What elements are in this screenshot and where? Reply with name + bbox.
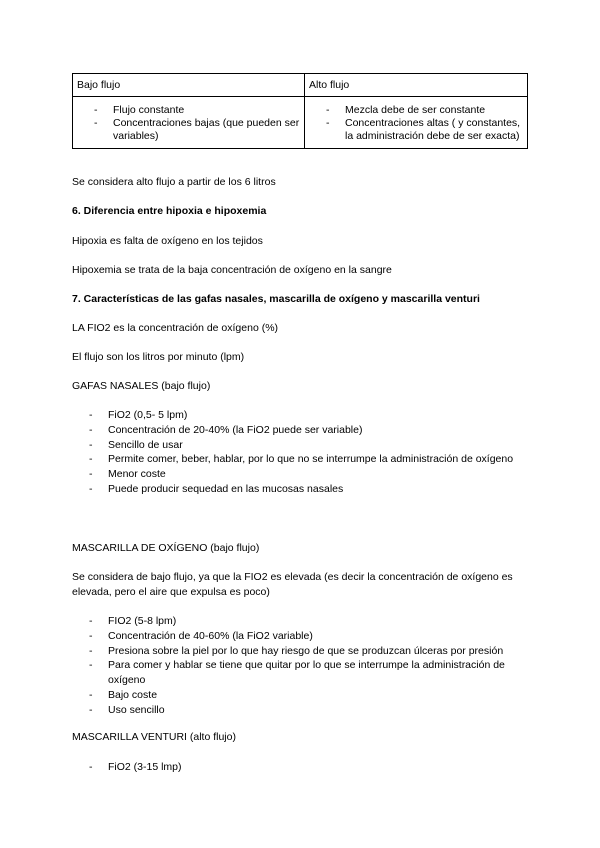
gafas-nasales-list-wrap [72, 408, 532, 497]
flow-definition: El flujo son los litros por minuto (lpm) [72, 351, 245, 363]
list-item: - Concentración de 20-40% (la FiO2 puede ser variable) [72, 423, 532, 438]
mascarilla-oxigeno-list [72, 614, 532, 718]
gafas-nasales-title: GAFAS NASALES (bajo flujo) [72, 380, 211, 392]
list-item: - Puede producir sequedad en las mucosas nasales [72, 482, 532, 497]
list-item: - Concentración de 40-60% (la FiO2 variable) [72, 629, 532, 644]
list-item: - Concentraciones altas ( y constantes, la administración debe de ser exacta) [309, 117, 523, 143]
mascarilla-oxigeno-title: MASCARILLA DE OXÍGENO (bajo flujo) [72, 542, 260, 554]
mascarilla-oxigeno-list-wrap [72, 614, 532, 718]
section-6-heading: 6. Diferencia entre hipoxia e hipoxemia [72, 205, 267, 217]
table-header-high-flow: Alto flujo [305, 74, 528, 97]
hipoxia-definition: Hipoxia es falta de oxígeno en los tejidos [72, 235, 263, 247]
list-item: - Flujo constante [77, 104, 300, 117]
mascarilla-oxigeno-intro: Se considera de bajo flujo, ya que la FIO2 es elevada (es decir la concentración de oxígeno es elevada, pero el aire que expulsa es poco) [72, 571, 513, 598]
fio2-definition: LA FIO2 es la concentración de oxígeno (%) [72, 322, 279, 334]
table-row [73, 97, 528, 149]
list-item: - Concentraciones bajas (que pueden ser variables) [77, 117, 300, 143]
list-item: - Bajo coste [72, 688, 532, 703]
high-flow-note: Se considera alto flujo a partir de los 6 litros [72, 176, 276, 188]
list-item: - Uso sencillo [72, 703, 532, 718]
gafas-nasales-list [72, 408, 532, 497]
list-item: - FiO2 (0,5- 5 lpm) [72, 408, 532, 423]
table-header-low-flow: Bajo flujo [73, 74, 305, 97]
mascarilla-venturi-list-wrap [72, 760, 532, 775]
mascarilla-venturi-list [72, 760, 532, 775]
list-item: - Sencillo de usar [72, 438, 532, 453]
low-flow-list [77, 104, 300, 143]
high-flow-cell [305, 97, 528, 149]
list-item: - Presiona sobre la piel por lo que hay riesgo de que se produzcan úlceras por presión [72, 644, 532, 659]
list-item: - FiO2 (3-15 lmp) [72, 760, 532, 775]
list-item: - Para comer y hablar se tiene que quitar por lo que se interrumpe la administración de oxígeno [72, 658, 532, 688]
hipoxemia-definition: Hipoxemia se trata de la baja concentración de oxígeno en la sangre [72, 264, 392, 276]
mascarilla-venturi-title: MASCARILLA VENTURI (alto flujo) [72, 731, 236, 743]
list-item: - Permite comer, beber, hablar, por lo que no se interrumpe la administración de oxígeno [72, 452, 532, 467]
flow-comparison-table [72, 73, 528, 149]
list-item: - FIO2 (5-8 lpm) [72, 614, 532, 629]
low-flow-cell [73, 97, 305, 149]
section-7-heading: 7. Características de las gafas nasales, mascarilla de oxígeno y mascarilla venturi [72, 293, 480, 305]
table-header-row [73, 74, 528, 97]
list-item: - Menor coste [72, 467, 532, 482]
list-item: - Mezcla debe de ser constante [309, 104, 523, 117]
high-flow-list [309, 104, 523, 143]
